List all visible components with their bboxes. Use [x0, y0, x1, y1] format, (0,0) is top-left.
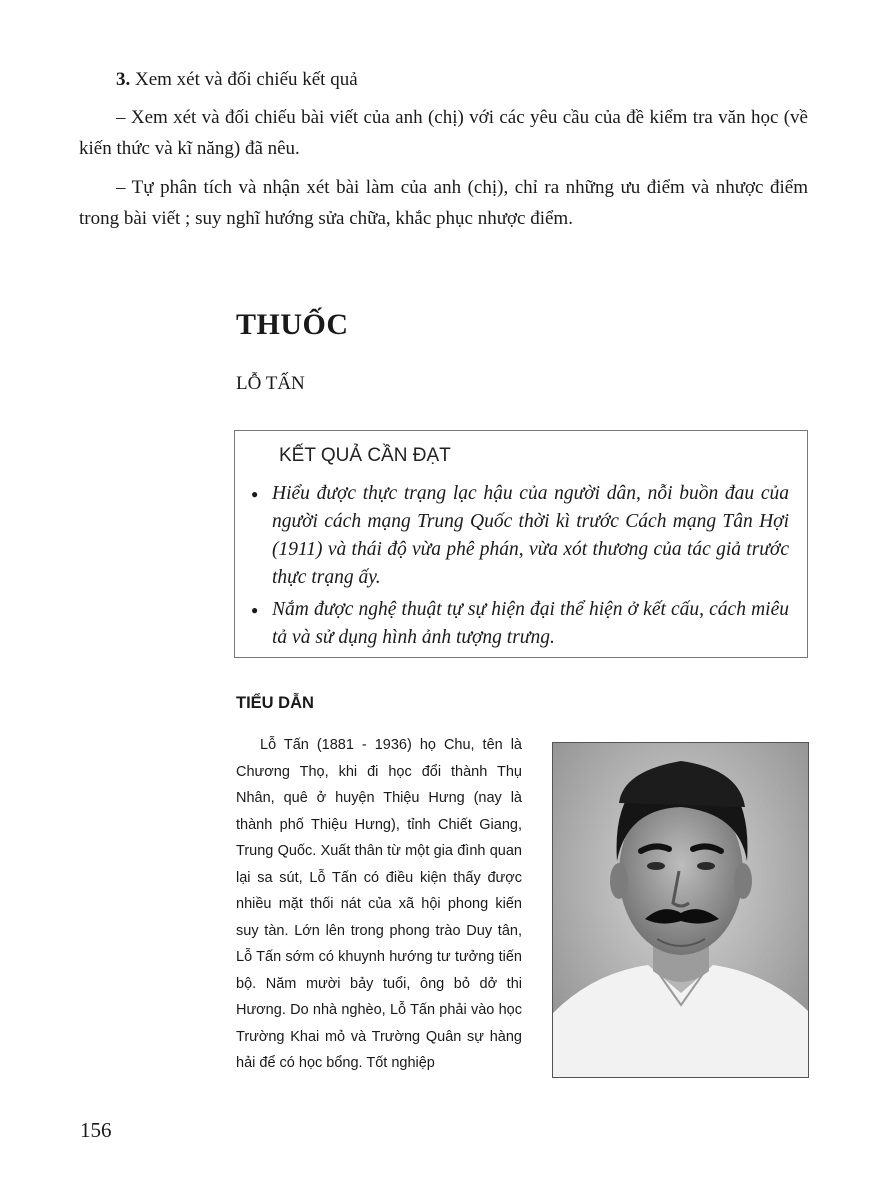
intro-heading: TIỂU DẪN — [236, 694, 314, 712]
page-number: 156 — [80, 1118, 112, 1142]
lesson-title: THUỐC — [236, 308, 349, 341]
section-paragraph-2 — [79, 172, 808, 234]
paragraph-text: – Tự phân tích và nhận xét bài làm của anh (chị), chỉ ra những ưu điểm và nhược điểm trong bài viết ; suy nghĩ hướng sửa chữa, khắc phục nhược điểm. — [79, 177, 808, 229]
section-paragraph-1 — [79, 102, 808, 164]
intro-text — [236, 732, 522, 1077]
bullet-icon: ● — [251, 487, 259, 501]
section-number: 3. — [116, 69, 131, 90]
portrait-illustration — [553, 743, 808, 1077]
lesson-author: LỖ TẤN — [236, 373, 305, 394]
intro-paragraph: Lỗ Tấn (1881 - 1936) họ Chu, tên là Chương Thọ, khi đi học đổi thành Thụ Nhân, quê ở huyện Thiệu Hưng (nay là thành phố Thiệu Hưng), tỉnh Chiết Giang, Trung Quốc. Xuất thân từ một gia đình quan lại sa sút, Lỗ Tấn có điều kiện thấy được nhiều mặt thối nát của xã hội phong kiến suy tàn. Lớn lên trong phong trào Duy tân, Lỗ Tấn sớm có khuynh hướng tư tưởng tiến bộ. Năm mười bảy tuổi, ông bỏ dở thi Hương. Do nhà nghèo, Lỗ Tấn phải vào học Trường Khai mỏ và Trường Quân sự hàng hải để có học bổng. Tốt nghiệp — [236, 737, 522, 1071]
section-heading — [116, 64, 358, 95]
learning-goals-box — [234, 430, 808, 658]
learning-goal-text: Nắm được nghệ thuật tự sự hiện đại thể hiện ở kết cấu, cách miêu tả và sử dụng hình ảnh tượng trưng. — [272, 599, 789, 648]
learning-goal-item — [251, 596, 789, 652]
author-portrait-image — [552, 742, 809, 1078]
paragraph-text: – Xem xét và đối chiếu bài viết của anh (chị) với các yêu cầu của đề kiểm tra văn học (về kiến thức và kĩ năng) đã nêu. — [79, 107, 808, 159]
section-title: Xem xét và đối chiếu kết quả — [130, 69, 358, 90]
learning-goal-item — [251, 480, 789, 592]
learning-goal-text: Hiểu được thực trạng lạc hậu của người dân, nỗi buồn đau của người cách mạng Trung Quốc thời kì trước Cách mạng Tân Hợi (1911) và thái độ vừa phê phán, vừa xót thương của tác giả trước thực trạng ấy. — [272, 483, 789, 588]
bullet-icon: ● — [251, 603, 259, 617]
learning-goals-heading: KẾT QUẢ CẦN ĐẠT — [279, 445, 451, 466]
